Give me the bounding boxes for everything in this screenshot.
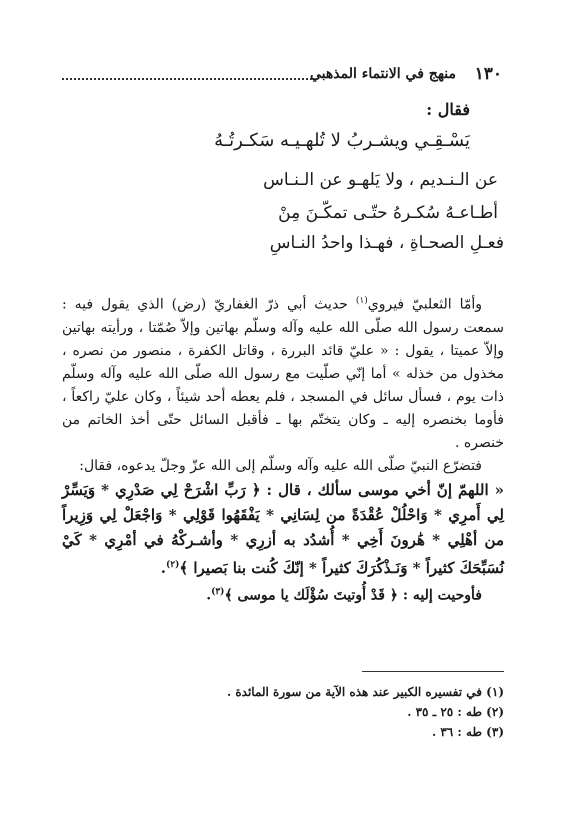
supplication-quote	[62, 478, 504, 581]
footnotes	[64, 682, 504, 742]
footnote-ref: (٣)	[211, 586, 225, 597]
paragraph	[62, 581, 504, 608]
paragraph	[62, 290, 504, 455]
quote-end: .	[160, 558, 166, 577]
poem-verse: عن الـنـديم ، ولا يَلهـو عن الـنـاس	[263, 170, 498, 190]
running-title: منهج في الانتماء المذهبي	[309, 66, 456, 82]
poem-verse: يَسْـقِـي ويشـربُ لا تُلهـيـه سَكـرتُـهُ	[214, 130, 470, 151]
paragraph: فتضرّع النبيّ صلّى الله عليه وآله وسلّم إلى الله عزّ وجلّ يدعوه، فقال:	[79, 457, 482, 474]
poem-verse: أطـاعـهُ سُكـرهُ حتّـى تمكّـنَ مِنْ	[278, 203, 498, 223]
page-header	[62, 64, 502, 88]
header-dotted-leader	[62, 78, 312, 80]
paragraph-text: فأوحيت إليه : ﴿ قَدْ أُوتيتَ سُؤْلَك يا موسى ﴾	[224, 587, 482, 604]
footnote-ref: (١)	[355, 296, 368, 306]
paragraph-end: .	[206, 587, 212, 604]
paragraph-text: حديث أبي ذرّ الغفاريّ (رض) الذي يقول فيه : سمعت رسول الله صلّى الله عليه وآله وسلّم بهاتين وإلاّ صُمّتا ، ورأيته بهاتين وإلاّ عميتا ، يقول : « عليّ قائد البررة ، وقاتل الكفرة ، منصور من نصره ، مخذول من خذله » أما إنّي صلّيت مع رسول الله صلّى الله عليه وآله وسلّم ذات يوم ، فسأل سائل في المسجد ، فلم يعطه أحد شيئاً ، وكان عليّ راكعاً ، فأوما بخنصره إليه ـ وكان يتختّم بها ـ فأقبل السائل حتّى أخذ الخاتم من خنصره .	[62, 296, 504, 451]
footnote-ref: (٢)	[165, 559, 180, 570]
page-number: ١٣٠	[474, 64, 502, 84]
quote-text: « اللهمّ إنّ أخي موسى سألك ، قال : ﴿ رَبِّ اشْرَحْ لِي صَدْرِي * وَيَسِّرْ لِي أَمرِي * وَاحْلُلْ عُقْدَةً من لِسَانِي * يَفْقَهُوا قَوْلِي * وَاجْعَلْ لِي وَزِيراً من أهْلِي * هَٰرونَ أَخِي * أُشدُد به أزرِي * وأشـركْهُ في أمْرِي * كَيْ نُسَبِّحَكَ كثيراً * وَنَـذْكُرَكَ كثيراً * إنّكَ كُنت بنا بَصيرا ﴾	[62, 480, 504, 577]
footnote-separator	[362, 671, 504, 672]
body-text	[62, 290, 504, 607]
footnote: (١) في تفسيره الكبير عند هذه الآية من سورة المائدة .	[227, 685, 504, 699]
footnote: (٢) طه : ٢٥ ـ ٣٥ .	[407, 705, 504, 719]
poem-verse: فعـلِ الصحـاةِ ، فهـذا واحدُ النـاسِ	[269, 233, 504, 253]
paragraph-text: وأمّا الثعلبيّ فيروي	[367, 296, 483, 313]
footnote: (٣) طه : ٣٦ .	[431, 725, 504, 739]
poem-intro: فقال :	[426, 100, 470, 119]
